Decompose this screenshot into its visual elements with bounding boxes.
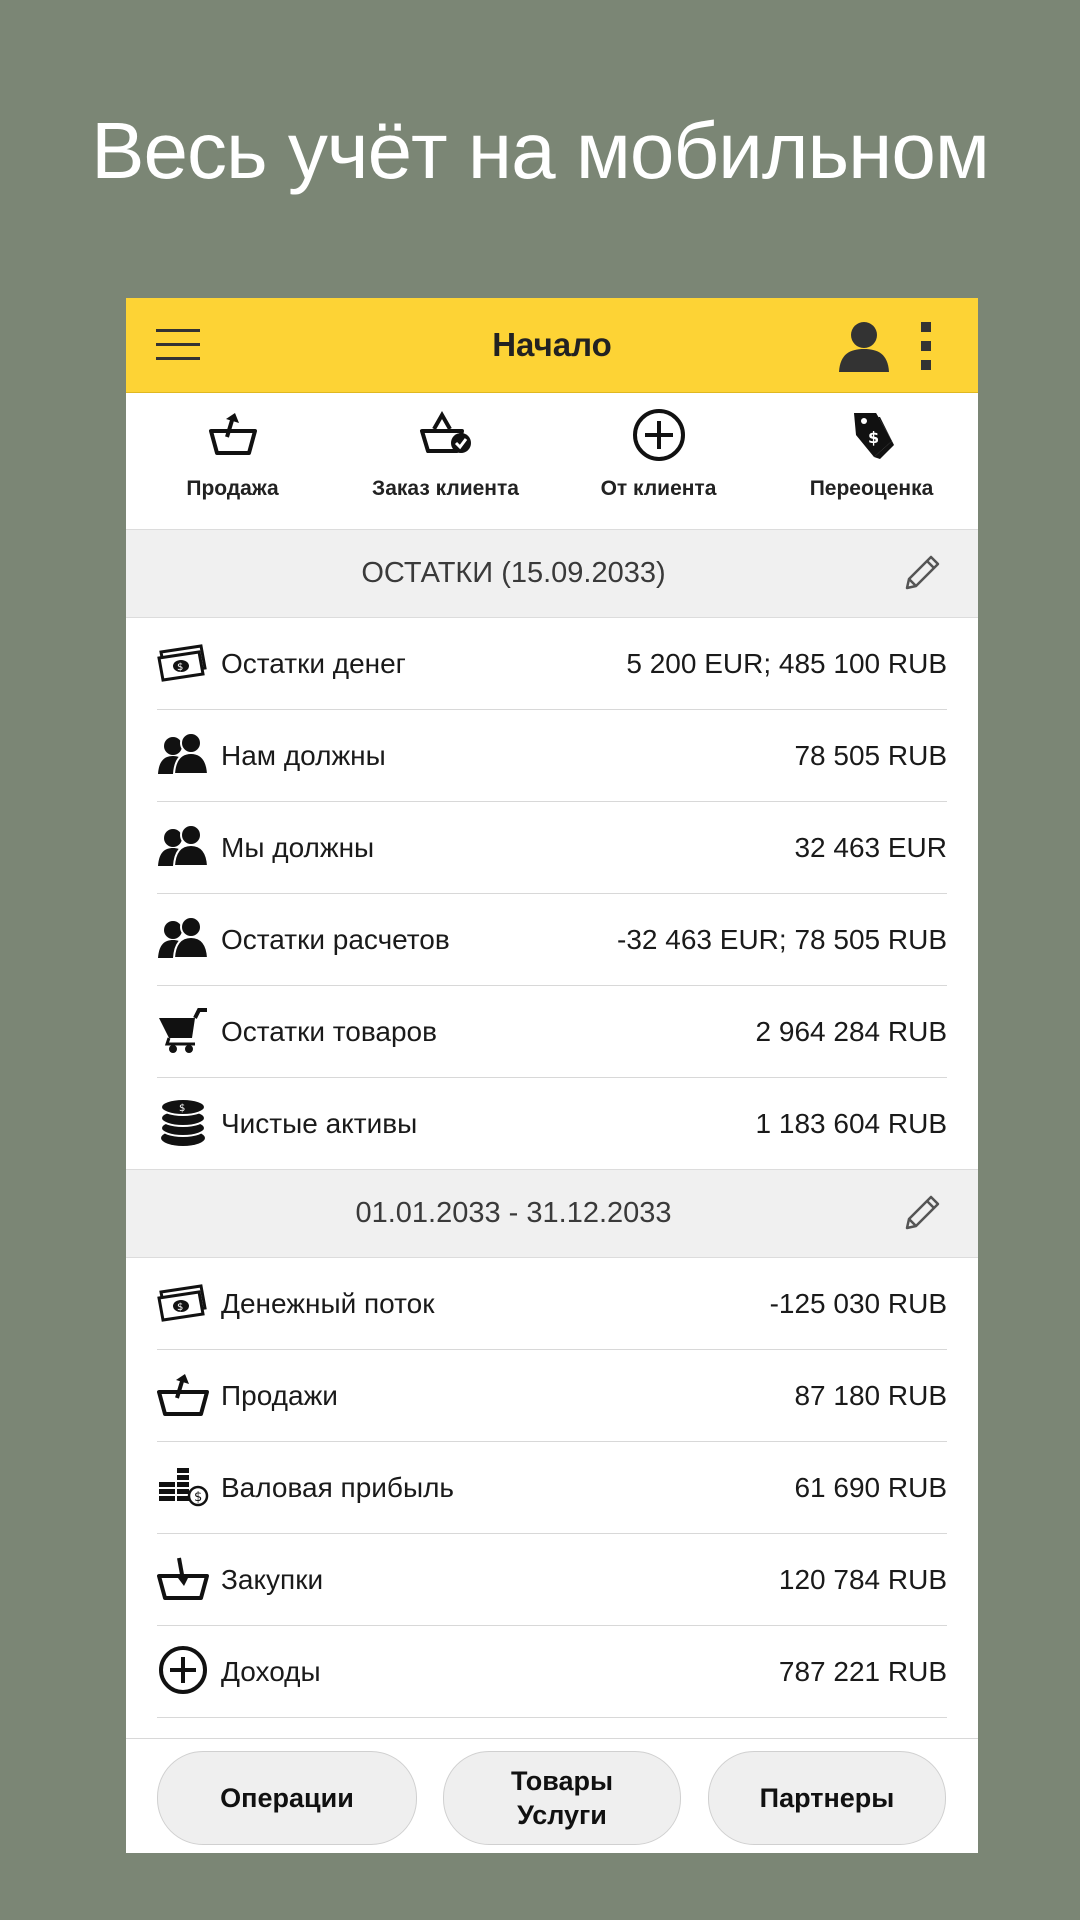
row-label: Денежный поток xyxy=(221,1288,435,1319)
row-value: 61 690 RUB xyxy=(794,1472,947,1503)
goods-services-button[interactable] xyxy=(443,1751,681,1845)
action-label: Заказ клиента xyxy=(372,477,519,500)
action-sale[interactable] xyxy=(126,393,339,529)
period-title: 01.01.2033 - 31.12.2033 xyxy=(355,1197,672,1229)
action-revaluation[interactable] xyxy=(765,393,978,529)
row-value: 78 505 RUB xyxy=(794,740,947,771)
row-value: -32 463 EUR; 78 505 RUB xyxy=(617,924,947,955)
svg-text:$: $ xyxy=(177,1302,184,1313)
balance-row-we-owe[interactable] xyxy=(157,802,947,894)
money-icon xyxy=(157,640,209,686)
bottom-nav xyxy=(126,1738,978,1853)
page-title: Начало xyxy=(492,326,612,363)
more-vert-icon[interactable] xyxy=(916,320,936,372)
row-value: 32 463 EUR xyxy=(794,832,947,863)
people-icon xyxy=(157,732,209,778)
svg-text:$: $ xyxy=(194,1490,203,1505)
basket-check-icon xyxy=(418,407,474,463)
svg-text:$: $ xyxy=(179,1103,186,1114)
people-icon xyxy=(157,916,209,962)
balance-row-goods[interactable] xyxy=(157,986,947,1078)
services-label: Услуги xyxy=(517,1800,607,1830)
partners-button[interactable] xyxy=(708,1751,946,1845)
balances-title: ОСТАТКИ (15.09.2033) xyxy=(361,557,666,589)
action-label: От клиента xyxy=(600,477,717,500)
balances-header xyxy=(126,530,978,618)
pencil-icon[interactable] xyxy=(899,1192,943,1236)
operations-button[interactable] xyxy=(157,1751,417,1845)
row-value: 787 221 RUB xyxy=(778,1656,947,1687)
row-label: Чистые активы xyxy=(221,1108,418,1139)
period-row-sales[interactable] xyxy=(157,1350,947,1442)
basket-out-icon xyxy=(157,1372,209,1418)
app-bar xyxy=(126,298,978,393)
basket-out-icon xyxy=(205,407,261,463)
basket-in-icon xyxy=(157,1556,209,1602)
pencil-icon[interactable] xyxy=(899,552,943,596)
period-row-purchases[interactable] xyxy=(157,1534,947,1626)
coins-icon xyxy=(157,1096,209,1148)
row-value: -125 030 RUB xyxy=(769,1288,947,1319)
action-label: Переоценка xyxy=(809,477,934,500)
action-client-order[interactable] xyxy=(339,393,552,529)
row-label: Мы должны xyxy=(221,832,375,863)
cart-icon xyxy=(157,1008,209,1054)
quick-actions xyxy=(126,393,978,530)
money-icon xyxy=(157,1280,209,1326)
row-label: Доходы xyxy=(221,1656,321,1687)
operations-label: Операции xyxy=(220,1783,354,1813)
period-row-cash-flow[interactable] xyxy=(157,1258,947,1350)
user-icon[interactable] xyxy=(836,318,892,374)
row-label: Остатки товаров xyxy=(221,1016,437,1047)
row-label: Продажи xyxy=(221,1380,338,1411)
goods-label: Товары xyxy=(510,1766,614,1796)
plus-circle-icon xyxy=(631,407,687,463)
svg-text:$: $ xyxy=(867,428,879,447)
plus-circle-icon xyxy=(157,1644,209,1696)
app-screen xyxy=(126,298,978,1853)
people-icon xyxy=(157,824,209,870)
price-tag-icon xyxy=(844,407,900,463)
row-label: Закупки xyxy=(221,1564,324,1595)
row-value: 1 183 604 RUB xyxy=(755,1108,947,1139)
partners-label: Партнеры xyxy=(759,1783,895,1813)
promo-headline: Весь учёт на мобильном xyxy=(91,106,989,195)
row-label: Валовая прибыль xyxy=(221,1472,455,1503)
row-value: 2 964 284 RUB xyxy=(755,1016,947,1047)
row-label: Нам должны xyxy=(221,740,386,771)
row-value: 5 200 EUR; 485 100 RUB xyxy=(626,648,947,679)
period-header xyxy=(126,1169,978,1258)
profit-icon xyxy=(157,1464,209,1510)
period-row-income[interactable] xyxy=(157,1626,947,1718)
action-label: Продажа xyxy=(186,477,279,500)
action-from-client[interactable] xyxy=(552,393,765,529)
goods-services-label xyxy=(511,1764,613,1832)
period-row-gross-profit[interactable] xyxy=(157,1442,947,1534)
row-label: Остатки расчетов xyxy=(221,924,450,955)
balance-row-settlements[interactable] xyxy=(157,894,947,986)
svg-text:$: $ xyxy=(177,662,184,673)
row-label: Остатки денег xyxy=(221,648,406,679)
balance-row-money[interactable] xyxy=(157,618,947,710)
balance-row-owed-to-us[interactable] xyxy=(157,710,947,802)
balance-row-net-assets[interactable] xyxy=(157,1078,947,1169)
row-value: 87 180 RUB xyxy=(794,1380,947,1411)
row-value: 120 784 RUB xyxy=(778,1564,947,1595)
